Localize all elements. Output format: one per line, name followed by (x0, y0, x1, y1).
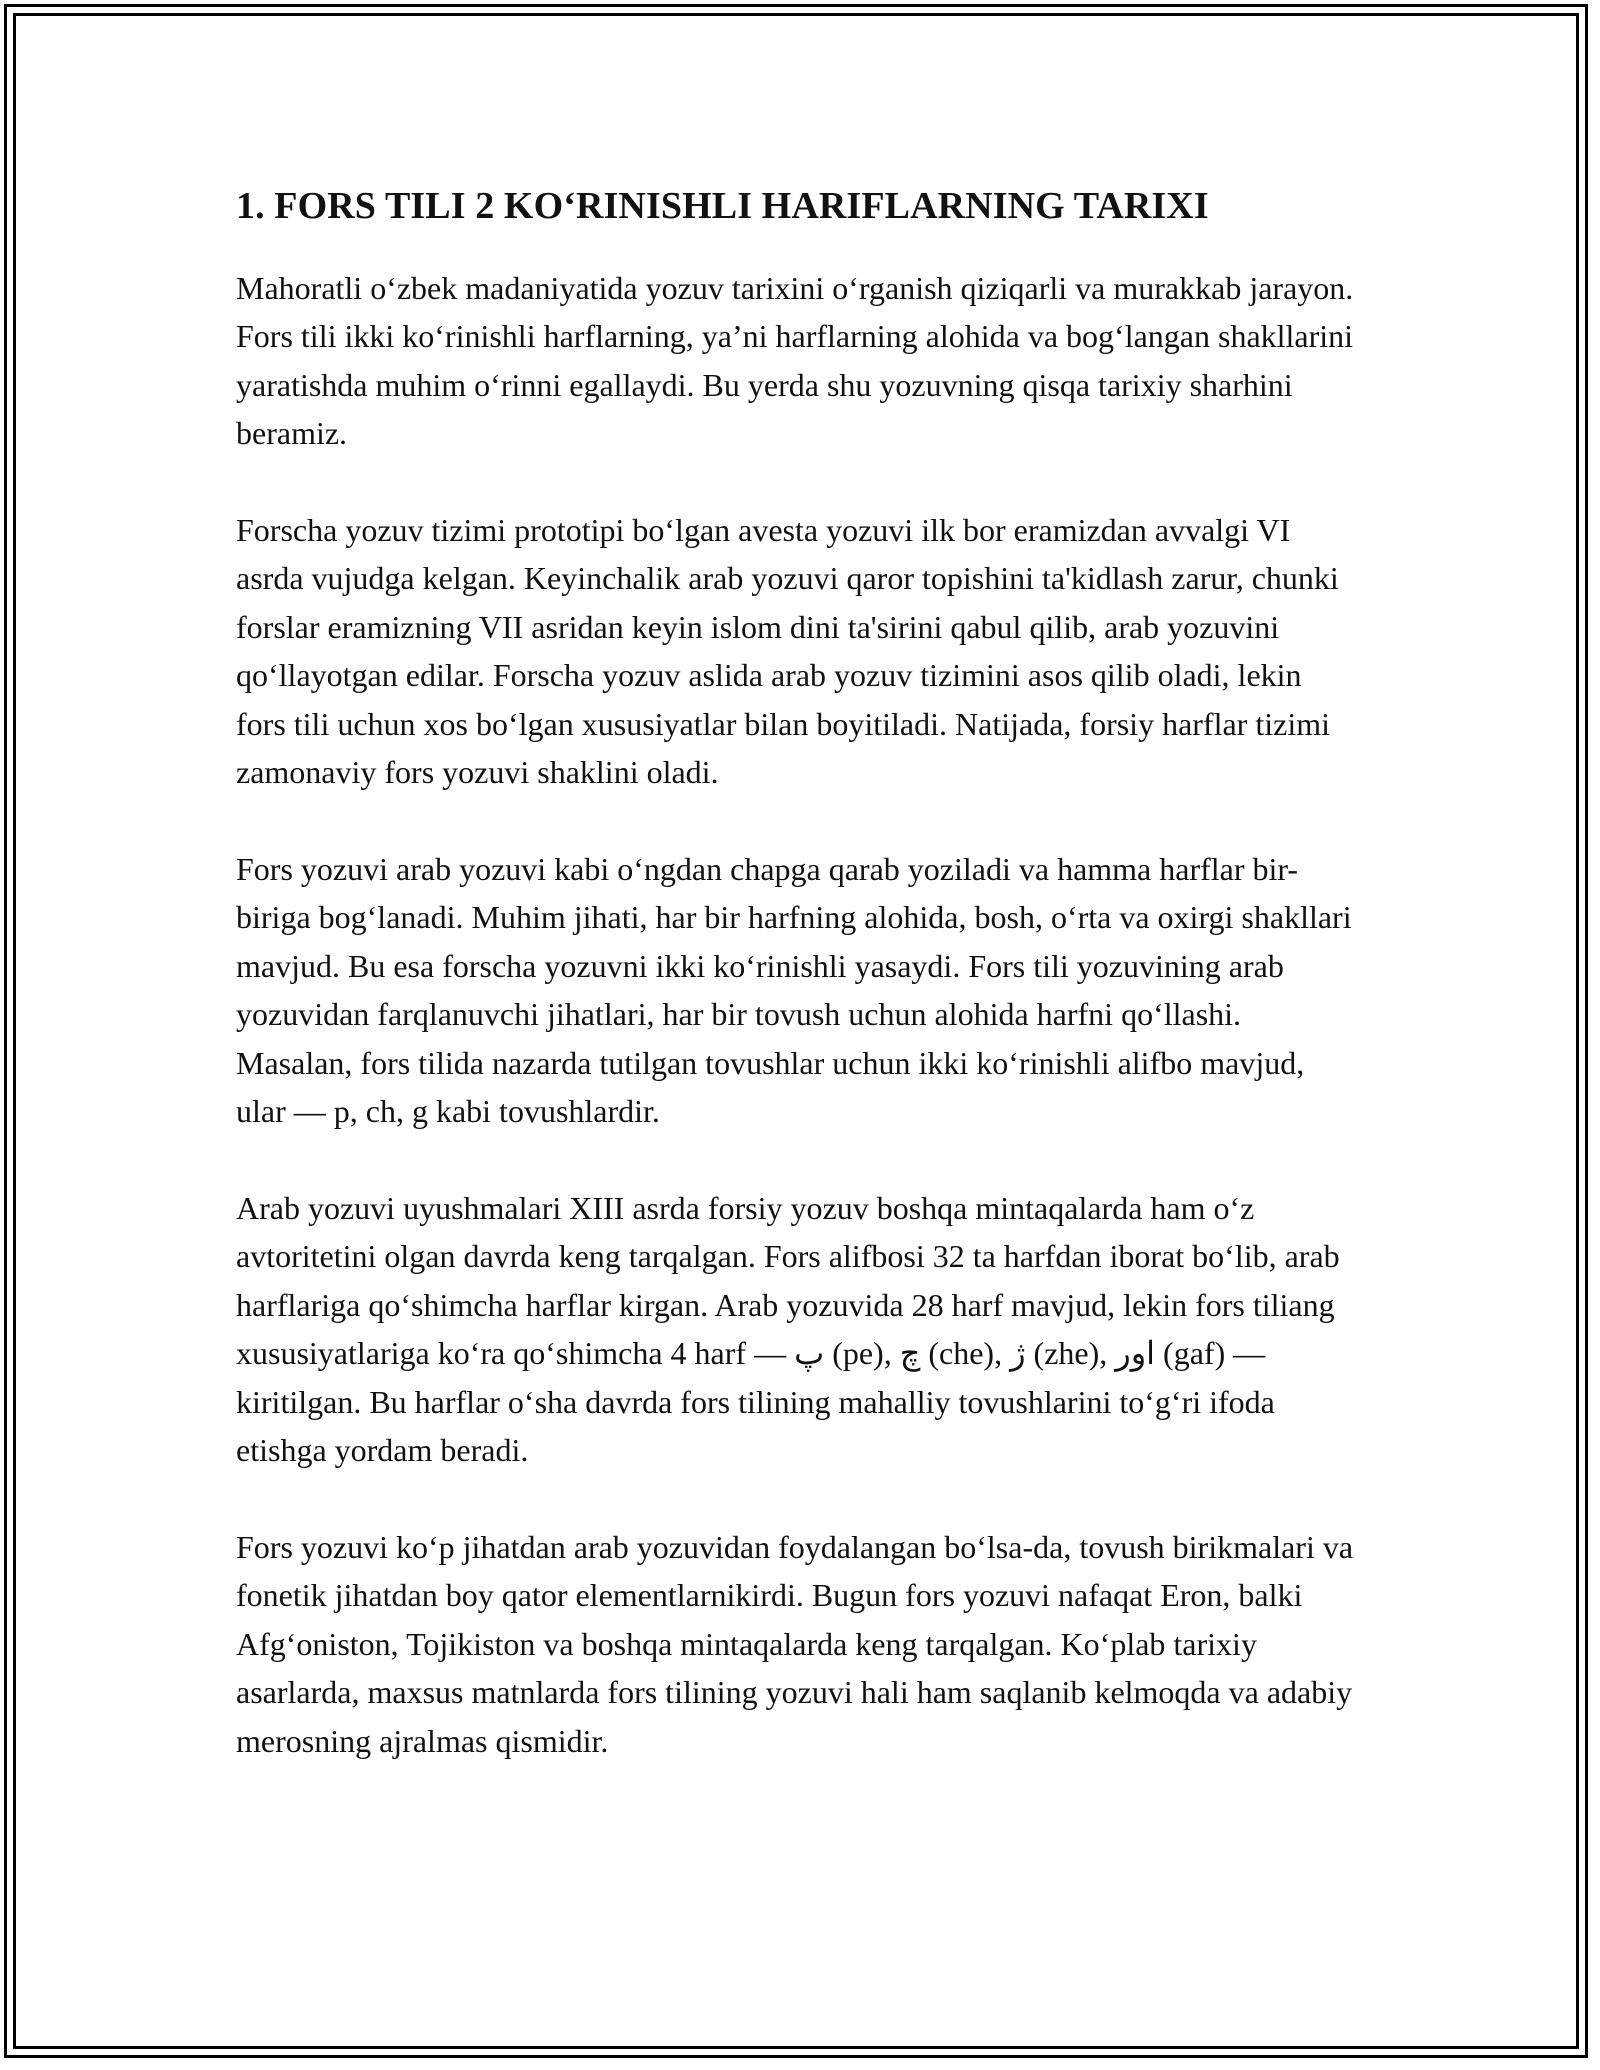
paragraph-4: Arab yozuvi uyushmalari XIII asrda forsiy yozuv boshqa mintaqalarda ham o‘z avtoritetini olgan davrda keng tarqalgan. Fors alifbosi 32 ta harfdan iborat bo‘lib, arab harflariga qo‘shimcha harflar kirgan. Arab yozuvida 28 harf mavjud, lekin fors tiliang xususiyatlariga ko‘ra qo‘shimcha 4 harf — پ (pe), چ (che), ژ (zhe), اور (gaf) — kiritilgan. Bu harflar o‘sha davrda fors tilining mahalliy tovushlarini to‘g‘ri ifoda etishga yordam beradi. (236, 1189, 1340, 1469)
document-title: 1. FORS TILI 2 KO‘RINISHLI HARIFLARNING TARIXI (236, 185, 1209, 227)
paragraph-2: Forscha yozuv tizimi prototipi bo‘lgan avesta yozuvi ilk bor eramizdan avvalgi VI asrda vujudga kelgan. Keyinchalik arab yozuvi qaror topishini ta'kidlash zarur, chunki forslar eramizning VII asridan keyin islom dini ta'sirini qabul qilib, arab yozuvini qo‘llayotgan edilar. Forscha yozuv aslida arab yozuv tizimini asos qilib oladi, lekin fors tili uchun xos bo‘lgan xususiyatlar bilan boyitiladi. Natijada, forsiy harflar tizimi zamonaviy fors yozuvi shaklini oladi. (236, 511, 1339, 791)
paragraph-1: Mahoratli o‘zbek madaniyatida yozuv tarixini o‘rganish qiziqarli va murakkab jarayon. Fors tili ikki ko‘rinishli harflarning, ya’ni harflarning alohida va bog‘langan shakllarini yaratishda muhim o‘rinni egallaydi. Bu yerda shu yozuvning qisqa tarixiy sharhini beramiz. (236, 269, 1354, 452)
document-body (236, 184, 1356, 1813)
paragraph-5: Fors yozuvi ko‘p jihatdan arab yozuvidan foydalangan bo‘lsa-da, tovush birikmalari va fonetik jihatdan boy qator elementlarnikirdi. Bugun fors yozuvi nafaqat Eron, balki Afg‘oniston, Tojikiston va boshqa mintaqalarda keng tarqalgan. Ko‘plab tarixiy asarlarda, maxsus matnlarda fors tilining yozuvi hali ham saqlanib kelmoqda va adabiy merosning ajralmas qismidir. (236, 1528, 1354, 1759)
paragraph-3: Fors yozuvi arab yozuvi kabi o‘ngdan chapga qarab yoziladi va hamma harflar bir-biriga bog‘lanadi. Muhim jihati, har bir harfning alohida, bosh, o‘rta va oxirgi shakllari mavjud. Bu esa forscha yozuvni ikki ko‘rinishli yasaydi. Fors tili yozuvining arab yozuvidan farqlanuvchi jihatlari, har bir tovush uchun alohida harfni qo‘llashi. Masalan, fors tilida nazarda tutilgan tovushlar uchun ikki ko‘rinishli alifbo mavjud, ular — p, ch, g kabi tovushlardir. (236, 850, 1352, 1130)
